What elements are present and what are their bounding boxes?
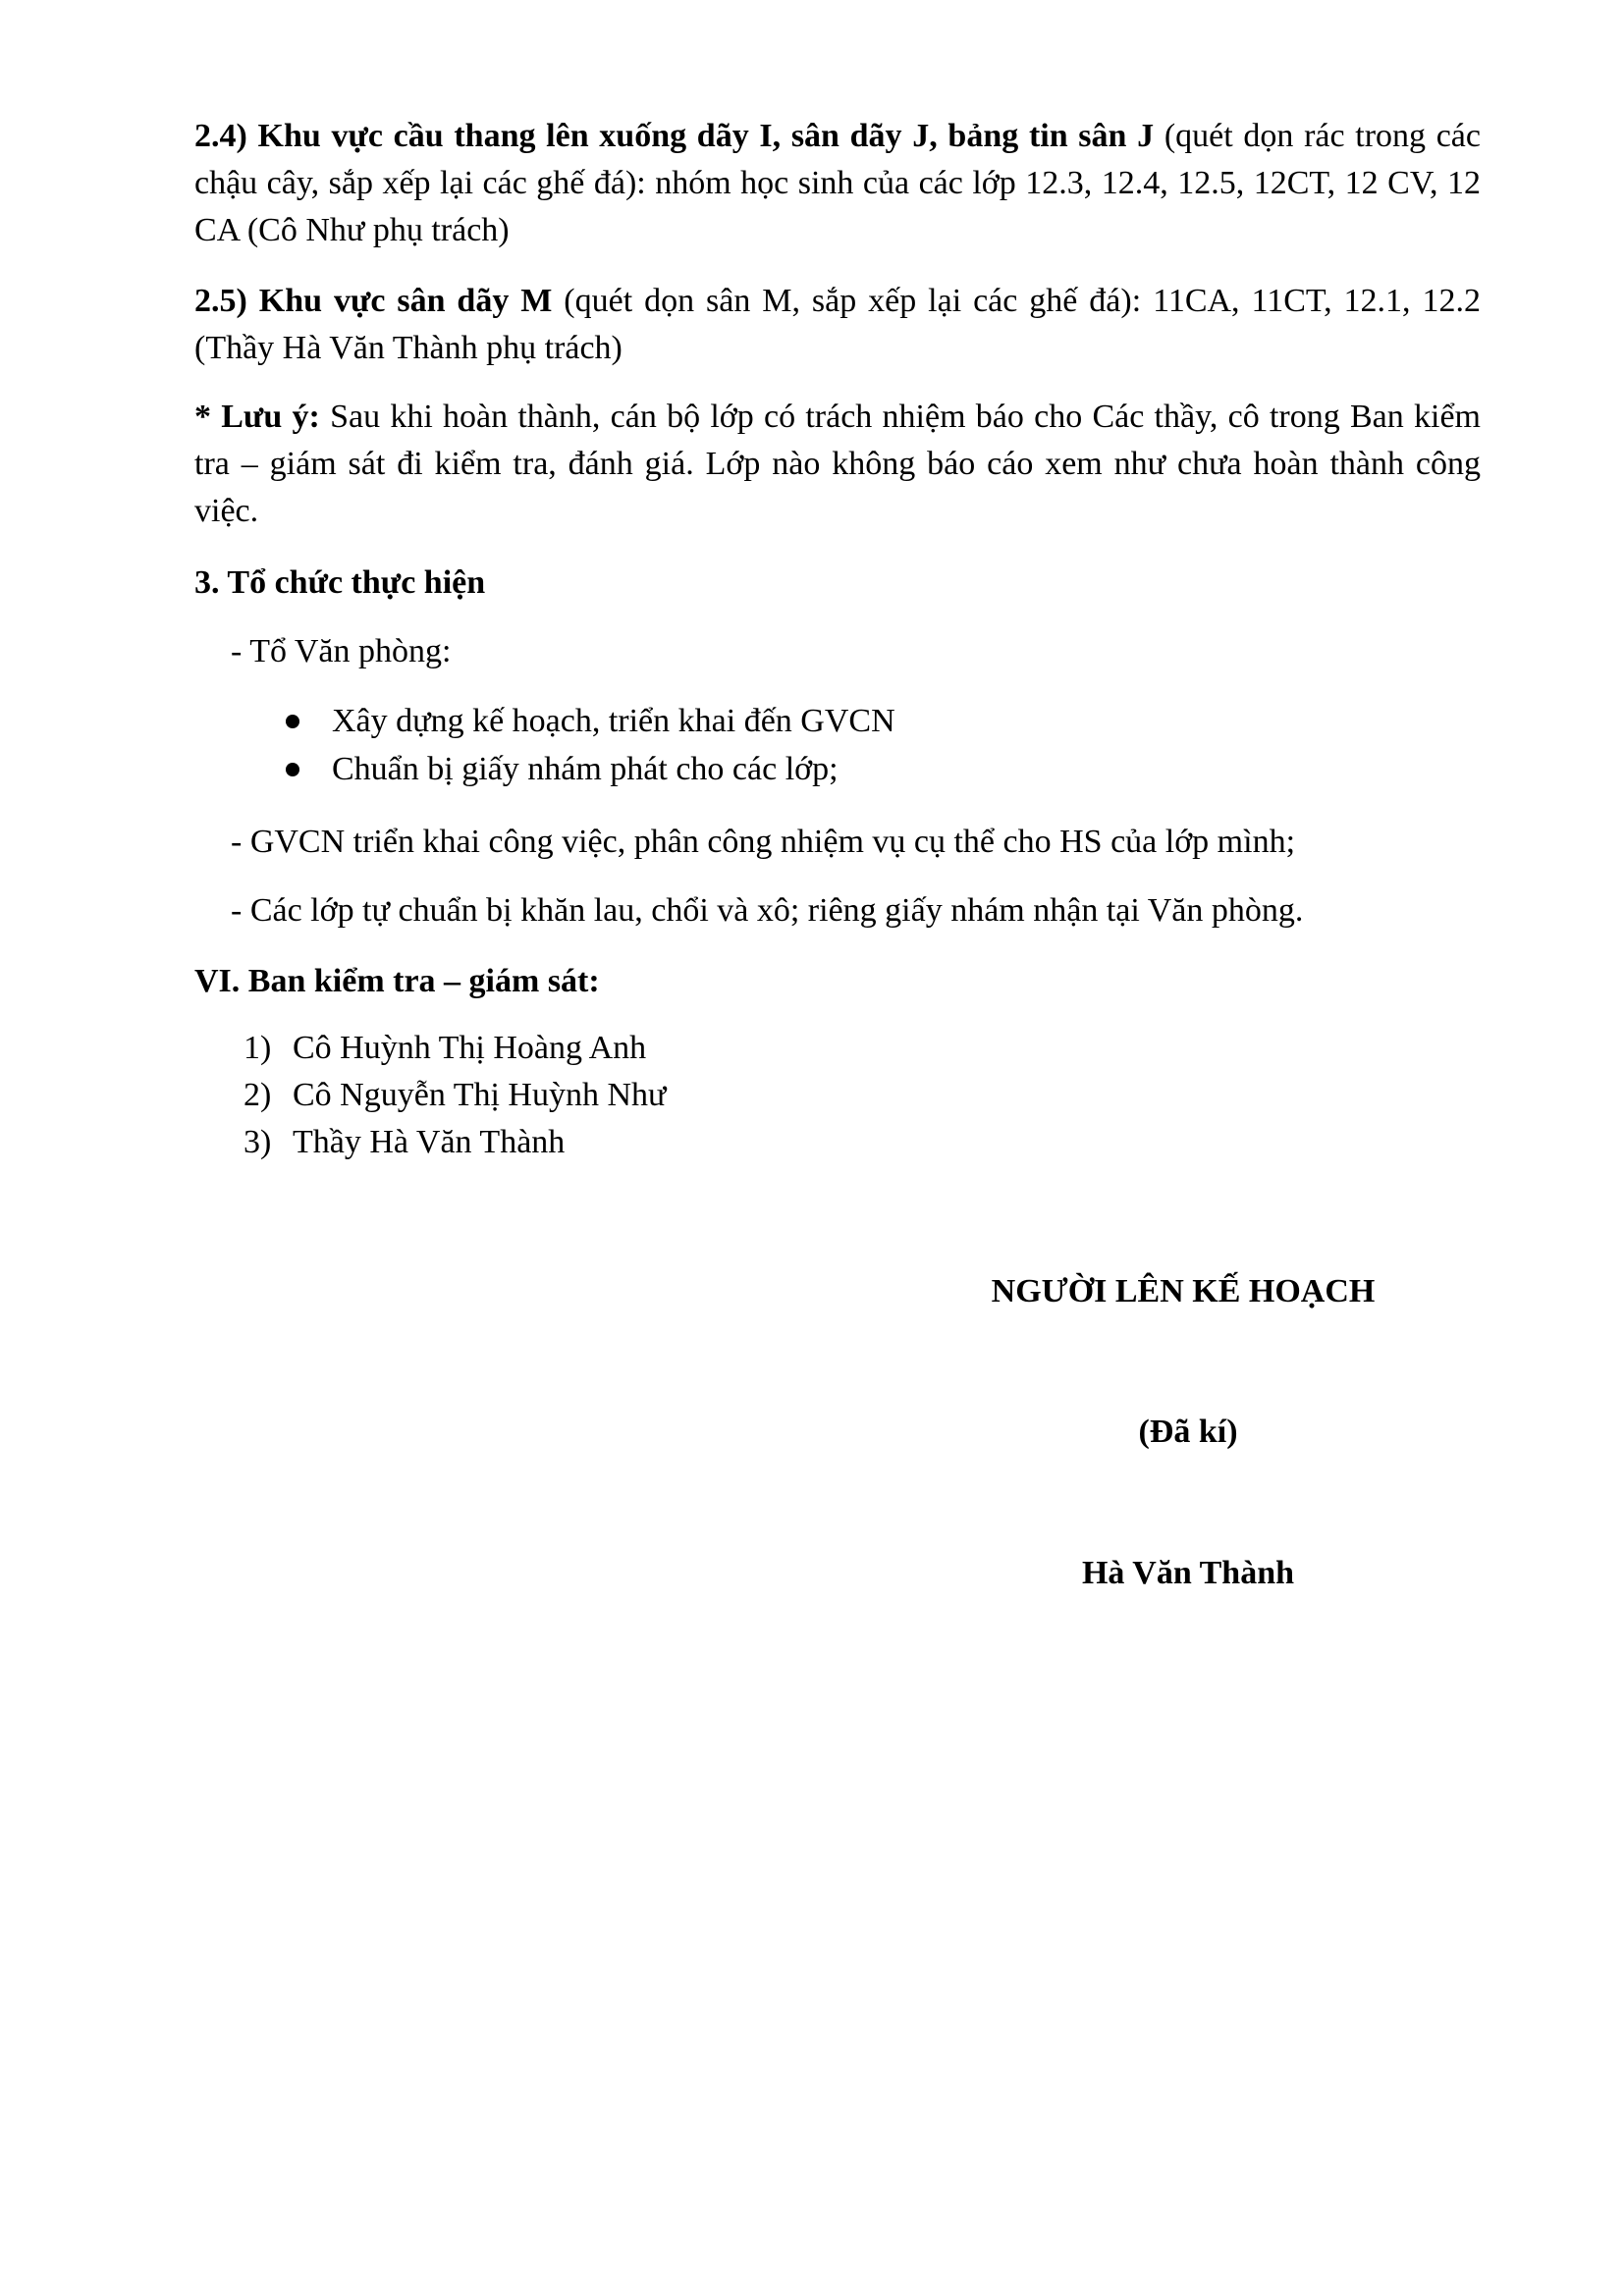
member-number: 1) <box>244 1030 272 1066</box>
gvcn-line: - GVCN triển khai công việc, phân công nhiệm vụ cụ thể cho HS của lớp mình; <box>231 824 1296 860</box>
note-body: Sau khi hoàn thành, cán bộ lớp có trách nhiệm báo cho Các thầy, cô trong Ban kiểm tra – giám sát đi kiểm tra, đánh giá. Lớp nào không báo cáo xem như chưa hoàn thành công việc. <box>194 399 1481 529</box>
member-name: Thầy Hà Văn Thành <box>293 1124 566 1160</box>
section-2-4-heading: 2.4) Khu vực cầu thang lên xuống dãy I, sân dãy J, bảng tin sân J <box>194 118 1155 154</box>
office-label: - Tổ Văn phòng: <box>231 633 452 669</box>
signature-title: NGƯỜI LÊN KẾ HOẠCH <box>991 1273 1376 1309</box>
signature-status: (Đã kí) <box>1138 1414 1238 1450</box>
section-2-4-body: (quét dọn rác trong các chậu cây, sắp xếp lại các ghế đá): nhóm học sinh của các lớp 12.3, 12.4, 12.5, 12CT, 12 CV, 12 CA (Cô Như phụ trách) <box>194 118 1481 248</box>
office-item-text: Xây dựng kế hoạch, triển khai đến GVCN <box>332 703 895 739</box>
member-name: Cô Nguyễn Thị Huỳnh Như <box>293 1077 667 1113</box>
member-name: Cô Huỳnh Thị Hoàng Anh <box>293 1030 647 1066</box>
section-2-5 <box>194 278 1481 372</box>
note-paragraph <box>194 394 1481 535</box>
bullet-icon <box>286 763 299 776</box>
section-2-5-heading: 2.5) Khu vực sân dãy M <box>194 283 553 319</box>
office-item-text: Chuẩn bị giấy nhám phát cho các lớp; <box>332 751 839 787</box>
section-6-heading: VI. Ban kiểm tra – giám sát: <box>194 963 600 999</box>
classes-line: - Các lớp tự chuẩn bị khăn lau, chổi và xô; riêng giấy nhám nhận tại Văn phòng. <box>231 892 1304 929</box>
note-label: * Lưu ý: <box>194 399 320 435</box>
signature-name: Hà Văn Thành <box>1081 1555 1295 1591</box>
section-2-4 <box>194 113 1481 254</box>
section-2-5-body: (quét dọn sân M, sắp xếp lại các ghế đá): 11CA, 11CT, 12.1, 12.2 (Thầy Hà Văn Thành phụ trách) <box>194 283 1481 366</box>
bullet-icon <box>286 715 299 728</box>
member-number: 3) <box>244 1124 272 1160</box>
member-number: 2) <box>244 1077 272 1113</box>
section-3-heading: 3. Tổ chức thực hiện <box>194 564 486 601</box>
